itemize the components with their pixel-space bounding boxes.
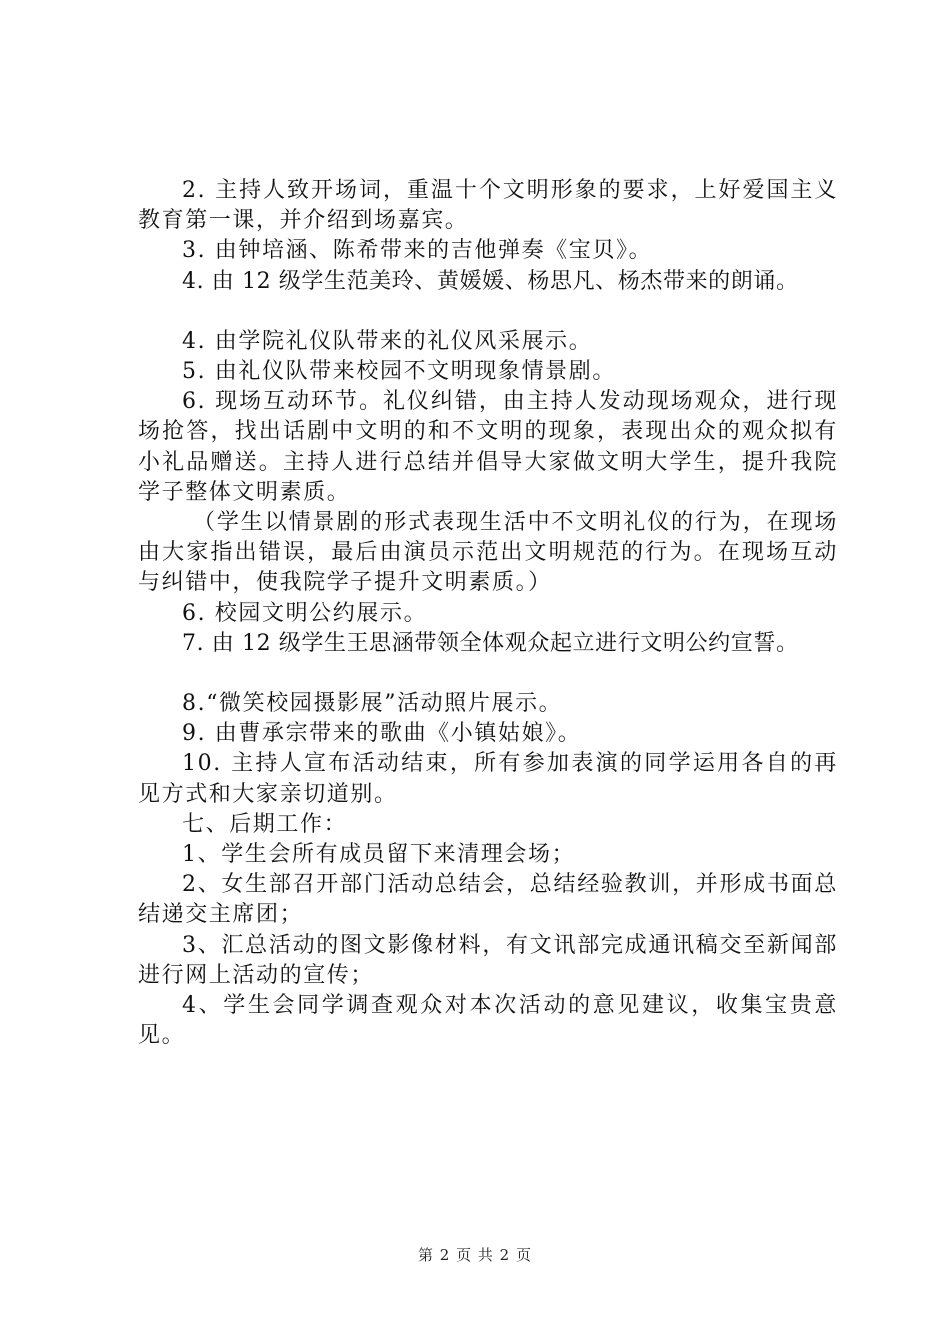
paragraph-item-8-photo-show: 8.“微笑校园摄影展”活动照片展示。 <box>182 691 563 717</box>
section-heading-follow-up: 七、后期工作： <box>182 811 348 837</box>
paragraph-follow-up-3: 3、汇总活动的图文影像材料，有文讯部完成通讯稿交至新闻部进行网上活动的宣传； <box>138 932 838 988</box>
page-number-footer: 第 2 页 共 2 页 <box>418 1246 532 1264</box>
paragraph-item-6-interaction: 6. 现场互动环节。礼仪纠错，由主持人发动现场观众，进行现场抢答，找出话剧中文明的和不文明的现象，表现出众的观众拟有小礼品赠送。主持人进行总结并倡导大家做文明大学生，提升我院学子整体文明素质。 <box>138 389 838 505</box>
paragraph-note-sketch: （学生以情景剧的形式表现生活中不文明礼仪的行为，在现场由大家指出错误，最后由演员示范出文明规范的行为。在现场互动与纠错中，使我院学子提升文明素质。） <box>138 510 838 596</box>
paragraph-item-6-convention: 6. 校园文明公约展示。 <box>182 600 428 626</box>
paragraph-item-2-opening-speech: 2. 主持人致开场词，重温十个文明形象的要求，上好爱国主义教育第一课，并介绍到场嘉宾。 <box>138 178 838 234</box>
paragraph-item-4-recitation: 4. 由 12 级学生范美玲、黄媛媛、杨思凡、杨杰带来的朗诵。 <box>182 268 799 294</box>
document-body <box>138 176 838 1051</box>
paragraph-follow-up-4: 4、学生会同学调查观众对本次活动的意见建议，收集宝贵意见。 <box>138 993 838 1049</box>
paragraph-item-9-song: 9. 由曹承宗带来的歌曲《小镇姑娘》。 <box>182 721 582 747</box>
paragraph-item-4-etiquette-show: 4. 由学院礼仪队带来的礼仪风采展示。 <box>182 328 593 354</box>
paragraph-follow-up-2: 2、女生部召开部门活动总结会，总结经验教训，并形成书面总结递交主席团； <box>138 872 838 928</box>
paragraph-item-5-sketch: 5. 由礼仪队带来校园不文明现象情景剧。 <box>182 359 616 385</box>
paragraph-item-10-closing: 10. 主持人宣布活动结束，所有参加表演的同学运用各自的再见方式和大家亲切道别。 <box>138 751 838 807</box>
paragraph-item-7-oath: 7. 由 12 级学生王思涵带领全体观众起立进行文明公约宣誓。 <box>182 630 799 656</box>
paragraph-item-3-guitar: 3. 由钟培涵、陈希带来的吉他弹奏《宝贝》。 <box>182 238 653 264</box>
paragraph-follow-up-1: 1、学生会所有成员留下来清理会场； <box>182 842 576 868</box>
